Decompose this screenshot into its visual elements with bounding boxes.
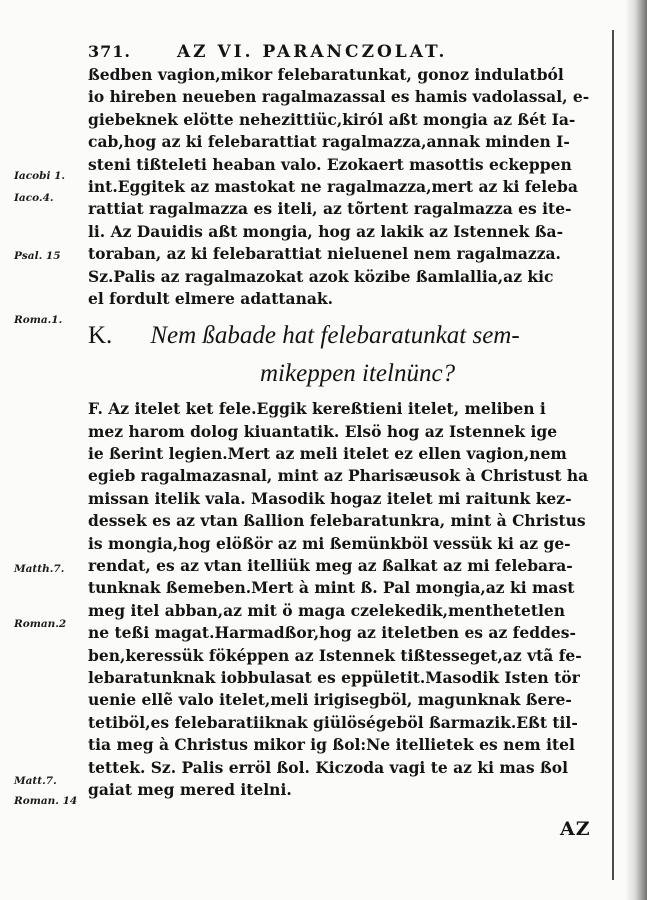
text-line: is mongia,hog elößör az mi ßemünkböl vessük ki az ge-: [88, 533, 571, 553]
text-line: tetiböl,es felebaratiiknak giülöségeböl ßarmazik.Eßt til-: [88, 712, 578, 732]
page-fold-line: [612, 30, 614, 880]
margin-note: Iaco.4.: [14, 192, 54, 204]
text-line: F. Az itelet ket fele.Eggik kereßtieni itelet, meliben i: [88, 399, 546, 419]
text-line: ie ßerint legien.Mert az meli itelet ez ellen vagion,nem: [88, 444, 567, 464]
text-line: missan itelik vala. Masodik hogaz itelet mi raitunk kez-: [88, 488, 572, 508]
text-line: mez harom dolog kiuantatik. Elsö hog az Istennek ige: [88, 421, 558, 441]
text-line: gaiat meg mered itelni.: [88, 779, 292, 799]
margin-note: Matth.7.: [14, 563, 65, 575]
text-line: ben,keressük föképpen az Istennek tißtesseget,az vtã fe-: [88, 645, 582, 665]
text-line: tunknak ßemeben.Mert à mint ß. Pal mongia,az ki mast: [88, 578, 575, 598]
question-line: mikeppen itelnünc?: [260, 360, 456, 388]
page-number: 371.: [88, 42, 131, 61]
text-line: Sz.Palis az ragalmazokat azok közibe ßamlallia,az kic: [88, 266, 554, 286]
text-block: [88, 64, 608, 801]
margin-note: Iacobi 1.: [14, 170, 66, 182]
question-heading: [88, 316, 608, 356]
question-line: Nem ßabade hat felebaratunkat sem-: [150, 322, 520, 350]
text-line: steni tißteleti heaban valo. Ezokaert masottis eckeppen: [88, 154, 572, 174]
text-line: el fordult elmere adattanak.: [88, 288, 334, 308]
page-edge-shadow: [625, 0, 647, 900]
text-line: dessek es az vtan ßallion felebaratunkra, mint à Christus: [88, 511, 586, 531]
text-line: li. Az Dauidis aßt mongia, hog az lakik az Istennek ßa-: [88, 221, 564, 241]
running-title: AZ VI. PARANCZOLAT.: [176, 42, 448, 62]
text-line: io hireben neueben ragalmazassal es hamis vadolassal, e-: [88, 87, 590, 107]
running-header: [88, 42, 447, 62]
text-line: meg itel abban,az mit ö maga czelekedik,menthetetlen: [88, 600, 565, 620]
text-line: cab,hog az ki felebarattiat ragalmazza,annak minden I-: [88, 132, 570, 152]
margin-note: Psal. 15: [14, 250, 61, 262]
text-line: rattiat ragalmazza es iteli, az tõrtent ragalmazza es ite-: [88, 199, 572, 219]
text-line: egieb ragalmazasnal, mint az Pharisæusok à Christust ha: [88, 466, 589, 486]
margin-note: Roman.2: [14, 618, 67, 630]
catchword: AZ: [560, 818, 591, 840]
text-line: tettek. Sz. Palis erröl ßol. Kiczoda vagi te az ki mas ßol: [88, 757, 568, 777]
text-line: ne teßi magat.Harmadßor,hog az iteletben es az feddes-: [88, 623, 576, 643]
text-line: tia meg à Christus mikor ig ßol:Ne itellietek es nem itel: [88, 735, 575, 755]
margin-note: Roman. 14: [14, 795, 78, 807]
text-line: lebaratunknak iobbulasat es eppületit.Masodik Isten tör: [88, 667, 580, 687]
margin-note: Roma.1.: [14, 314, 63, 326]
text-line: ßedben vagion,mikor felebaratunkat, gonoz indulatból: [88, 65, 564, 84]
text-line: giebeknek elötte nehezittiüc,kiról aßt mongia az ßét Ia-: [88, 109, 576, 129]
margin-note: Matt.7.: [14, 775, 57, 787]
text-line: int.Eggitek az mastokat ne ragalmazza,mert az ki feleba: [88, 176, 578, 196]
text-line: uenie ellẽ valo itelet,meli irigisegböl, magunknak ßere-: [88, 690, 572, 710]
question-letter: K.: [88, 322, 113, 350]
text-line: toraban, az ki felebarattiat nieluenel nem ragalmazza.: [88, 244, 561, 264]
text-line: rendat, es az vtan itelliük meg az ßalkat az mi felebara-: [88, 556, 573, 576]
